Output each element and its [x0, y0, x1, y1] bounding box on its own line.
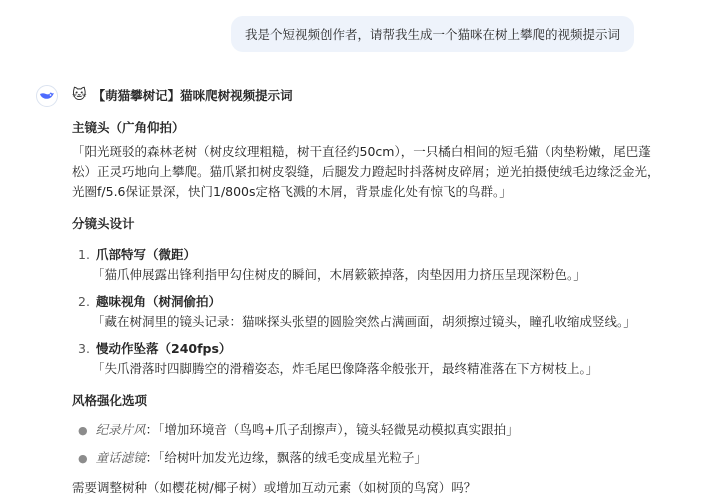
list-item: [78, 245, 638, 285]
shot-design-heading: 分镜头设计: [72, 216, 135, 231]
paragraph-line: 松）正灵巧地向上攀爬。猫爪紧扣树皮裂缝，后腿发力蹬起时抖落树皮碎屑；逆光拍摄使绒毛边缘泛金光，: [72, 164, 660, 179]
style-options-heading: 风格强化选项: [72, 393, 148, 408]
item-number: 1.: [78, 247, 90, 262]
item-quote: 「藏在树洞里的镜头记录：猫咪探头张望的圆脸突然占满画面，胡须擦过镜头，瞳孔收缩成竖线。」: [92, 314, 636, 329]
item-number: 2.: [78, 294, 90, 309]
paragraph-line: 光圈f/5.6保证景深，快门1/800s定格飞溅的木屑，背景虚化处有惊飞的鸟群。」: [72, 184, 512, 199]
main-shot-paragraph: [72, 142, 660, 202]
whale-logo-icon: [39, 89, 55, 104]
option-text: ：「增加环境音（鸟鸣+爪子刮擦声），镜头轻微晃动模拟真实跟拍」: [145, 422, 519, 437]
option-label: 童话滤镜: [95, 450, 146, 465]
main-shot-heading: 主镜头（广角仰拍）: [72, 120, 185, 135]
list-item: [78, 448, 519, 469]
list-item: [78, 339, 638, 379]
bullet-icon: ●: [78, 452, 88, 465]
option-text: ：「给树叶加发光边缘，飘落的绒毛变成星光粒子」: [145, 450, 427, 465]
option-label: 纪录片风: [95, 422, 146, 437]
bullet-icon: ●: [78, 424, 88, 437]
item-title: 慢动作坠落（240fps）: [96, 341, 232, 356]
main-shot-section: [72, 118, 660, 202]
item-title: 爪部特写（微距）: [96, 247, 197, 262]
assistant-avatar: [36, 85, 58, 107]
response-title-text: 【萌猫攀树记】猫咪爬树视频提示词: [92, 88, 293, 103]
closing-question: 需要调整树种（如樱花树/椰子树）或增加互动元素（如树顶的鸟窝）吗？: [72, 480, 477, 495]
item-title: 趣味视角（树洞偷拍）: [96, 294, 222, 309]
paragraph-line: 「阳光斑驳的森林老树（树皮纹理粗糙，树干直径约50cm），一只橘白相间的短毛猫（肉垫粉嫩，尾巴蓬: [72, 144, 651, 159]
item-quote: 「猫爪伸展露出锋利指甲勾住树皮的瞬间，木屑簌簌掉落，肉垫因用力挤压呈现深粉色。」: [92, 267, 586, 282]
item-number: 3.: [78, 341, 90, 356]
shot-list: [78, 245, 638, 386]
item-quote: 「失爪滑落时四脚腾空的滑稽姿态，炸毛尾巴像降落伞般张开，最终精准落在下方树枝上。」: [92, 361, 599, 376]
cat-emoji-icon: 🐱: [72, 87, 87, 103]
response-title: [72, 86, 293, 104]
list-item: [78, 292, 638, 332]
style-options-list: [78, 420, 519, 476]
list-item: [78, 420, 519, 441]
user-message-bubble: 我是个短视频创作者，请帮我生成一个猫咪在树上攀爬的视频提示词: [231, 16, 634, 52]
